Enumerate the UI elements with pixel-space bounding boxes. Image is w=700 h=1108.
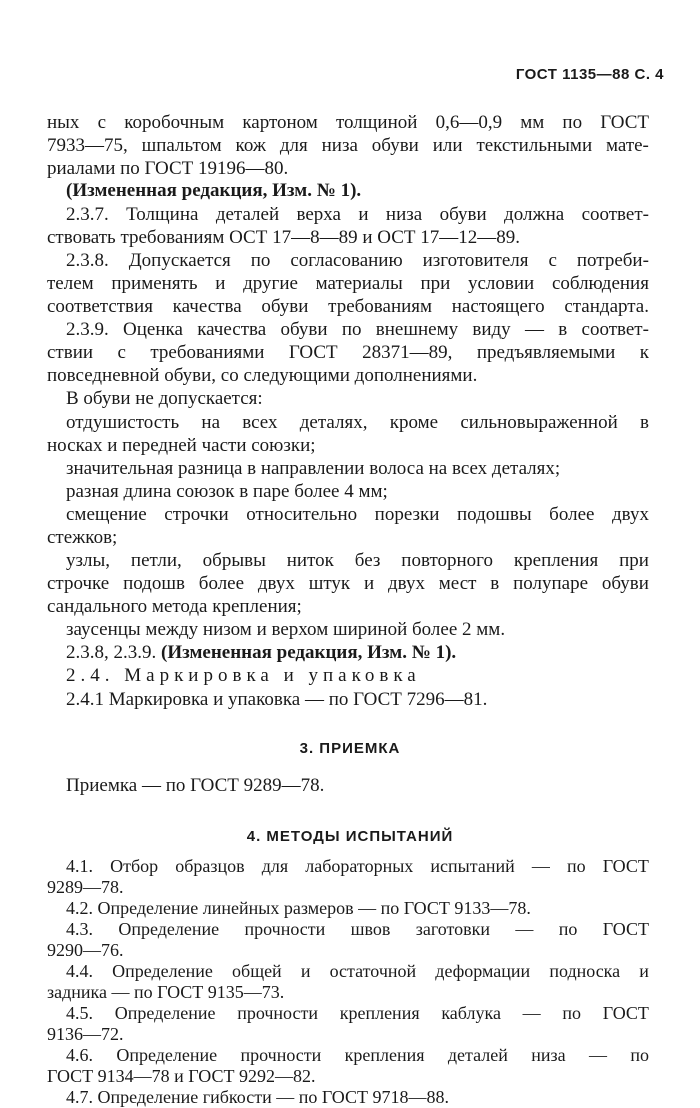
- list-item: значительная разница в направлении волоса на всех деталях;: [66, 458, 561, 479]
- page-header: ГОСТ 1135—88 С. 4: [515, 66, 664, 83]
- text-line: [47, 295, 649, 319]
- text-line: [66, 318, 649, 342]
- word: швов: [350, 919, 391, 939]
- text-line: [47, 272, 649, 296]
- word: потреби-: [576, 250, 649, 271]
- word: —: [515, 919, 534, 939]
- word: или: [432, 135, 463, 156]
- word: соблюдения: [551, 273, 649, 294]
- word: условии: [468, 273, 535, 294]
- word: Определение: [118, 919, 220, 939]
- word: другие: [243, 273, 298, 294]
- word: настоящего: [451, 296, 545, 317]
- word: заготовки: [415, 919, 491, 939]
- word: остаточной: [329, 961, 417, 981]
- word: двух: [611, 504, 649, 525]
- word: подошв: [123, 573, 185, 594]
- word: кож: [235, 135, 266, 156]
- word: обуви: [601, 573, 649, 594]
- word: низа: [531, 1045, 566, 1065]
- text-line: повседневной обуви, со следующими дополнениями.: [47, 365, 478, 386]
- word: образцов: [175, 856, 245, 876]
- word: шпальтом: [141, 135, 222, 156]
- text-line: 9136—72.: [47, 1024, 124, 1044]
- word: обуви: [280, 319, 328, 340]
- word: мест: [438, 573, 477, 594]
- word: качества: [197, 319, 267, 340]
- word: с: [548, 250, 557, 271]
- word: обуви: [261, 296, 309, 317]
- text-line: 2.4.1 Маркировка и упаковка — по ГОСТ 7296—81.: [66, 689, 488, 710]
- word: прочности: [244, 919, 326, 939]
- word: лабораторных: [305, 856, 414, 876]
- text-line: [66, 249, 649, 273]
- word: применять: [111, 273, 198, 294]
- word: отдушистость: [66, 412, 180, 433]
- word: обуви: [439, 204, 487, 225]
- word: штук: [308, 573, 351, 594]
- word: по: [341, 319, 362, 340]
- word: деформации: [435, 961, 531, 981]
- word: ГОСТ: [602, 1003, 649, 1023]
- word: деталей: [215, 204, 280, 225]
- list-item: сандального метода крепления;: [47, 596, 302, 617]
- word: мате-: [605, 135, 649, 156]
- word: требованиями: [150, 342, 265, 363]
- list-item: [47, 572, 649, 596]
- word: картоном: [242, 112, 318, 133]
- word: с: [97, 112, 107, 133]
- text-line: ГОСТ 9134—78 и ГОСТ 9292—82.: [47, 1066, 316, 1086]
- word: крепления: [513, 550, 599, 571]
- word: двух: [387, 573, 425, 594]
- list-item: заусенцы между низом и верхом шириной более 2 мм.: [66, 619, 506, 640]
- word: стандарта.: [564, 296, 649, 317]
- word: к: [639, 342, 649, 363]
- word: деталей: [447, 1045, 508, 1065]
- text-line: [47, 111, 649, 135]
- word: Определение: [112, 961, 213, 981]
- word: смещение: [66, 504, 147, 525]
- word: строчки: [164, 504, 229, 525]
- word: ных: [47, 112, 80, 133]
- list-item: стежков;: [47, 527, 118, 548]
- word: петли,: [130, 550, 182, 571]
- word: Определение: [116, 1045, 218, 1065]
- word: 4.3.: [66, 919, 93, 939]
- word: требованиям: [328, 296, 433, 317]
- amendment-note: [66, 641, 456, 665]
- text-line: 9290—76.: [47, 940, 124, 960]
- subsection-title: 2.4. Маркировка и упаковка: [66, 665, 421, 686]
- word: телем: [47, 273, 94, 294]
- list-item: [66, 503, 649, 527]
- word: для: [261, 856, 289, 876]
- amendment-refs: 2.3.8, 2.3.9.: [66, 642, 157, 663]
- text-line: 4.7. Определение гибкости — по ГОСТ 9718—88.: [66, 1087, 450, 1107]
- word: прочности: [237, 1003, 318, 1023]
- word: по: [562, 112, 583, 133]
- word: в: [558, 319, 568, 340]
- word: более: [549, 504, 595, 525]
- text-line: [66, 856, 649, 877]
- word: по: [566, 856, 586, 876]
- word: деталях,: [299, 412, 368, 433]
- word: Оценка: [123, 319, 183, 340]
- word: порезки: [374, 504, 440, 525]
- word: крепления: [339, 1003, 420, 1023]
- word: 4.6.: [66, 1045, 93, 1065]
- word: кроме: [389, 412, 439, 433]
- text-line: задника — по ГОСТ 9135—73.: [47, 982, 285, 1002]
- text-line: [66, 203, 649, 227]
- text-line: ствовать требованиям ОСТ 17—8—89 и ОСТ 17—12—89.: [47, 227, 520, 248]
- word: по: [558, 919, 578, 939]
- word: —: [524, 319, 544, 340]
- word: и: [363, 573, 375, 594]
- section-title-test-methods: 4. МЕТОДЫ ИСПЫТАНИЙ: [246, 828, 454, 845]
- text-line: [47, 134, 649, 158]
- word: ГОСТ: [602, 856, 649, 876]
- word: обуви: [371, 135, 419, 156]
- word: всех: [242, 412, 278, 433]
- word: ГОСТ: [600, 112, 649, 133]
- text-line: [66, 919, 649, 940]
- word: подошвы: [456, 504, 532, 525]
- word: толщиной: [335, 112, 418, 133]
- word: без: [354, 550, 381, 571]
- word: 4.1.: [66, 856, 93, 876]
- word: общей: [232, 961, 282, 981]
- word: 0,6—0,9: [435, 112, 503, 133]
- word: повторного: [401, 550, 493, 571]
- list-item: разная длина союзок в паре более 4 мм;: [66, 481, 388, 502]
- word: Толщина: [126, 204, 199, 225]
- word: полупаре: [513, 573, 589, 594]
- word: по: [630, 1045, 649, 1065]
- word: низа: [385, 204, 423, 225]
- text-line: [66, 1045, 649, 1066]
- list-item: [66, 549, 649, 573]
- word: в: [640, 412, 649, 433]
- amendment-text: (Измененная редакция, Изм. № 1).: [161, 642, 457, 663]
- text-line: риалами по ГОСТ 19196—80.: [47, 158, 289, 179]
- word: 2.3.7.: [66, 204, 109, 225]
- word: ниток: [286, 550, 334, 571]
- word: виду: [472, 319, 511, 340]
- word: ГОСТ: [602, 919, 649, 939]
- word: крепления: [344, 1045, 425, 1065]
- word: соответствия: [47, 296, 153, 317]
- text-line: [66, 1003, 649, 1024]
- word: сильновыраженной: [460, 412, 618, 433]
- word: верха: [296, 204, 341, 225]
- word: Отбор: [110, 856, 159, 876]
- word: и: [300, 961, 311, 981]
- word: и: [358, 204, 369, 225]
- text-line: Приемка — по ГОСТ 9289—78.: [66, 775, 325, 796]
- word: узлы,: [66, 550, 111, 571]
- word: и: [639, 961, 649, 981]
- text-line: [47, 341, 649, 365]
- word: мм: [520, 112, 545, 133]
- word: изготовителя: [422, 250, 529, 271]
- word: для: [279, 135, 308, 156]
- word: 7933—75,: [47, 135, 128, 156]
- word: по: [250, 250, 271, 271]
- word: по: [562, 1003, 582, 1023]
- text-line: [66, 961, 649, 982]
- word: соответ-: [581, 319, 649, 340]
- word: низа: [321, 135, 358, 156]
- word: коробочным: [124, 112, 225, 133]
- section-title-acceptance: 3. ПРИЕМКА: [299, 740, 401, 757]
- word: при: [619, 550, 649, 571]
- word: ГОСТ: [288, 342, 338, 363]
- word: относительно: [246, 504, 358, 525]
- word: качества: [172, 296, 242, 317]
- word: ствии: [47, 342, 94, 363]
- word: с: [117, 342, 126, 363]
- word: 2.3.9.: [66, 319, 109, 340]
- text-line: 4.2. Определение линейных размеров — по ГОСТ 9133—78.: [66, 898, 531, 918]
- word: 28371—89,: [362, 342, 453, 363]
- word: на: [201, 412, 221, 433]
- word: в: [490, 573, 500, 594]
- word: текстильными: [476, 135, 593, 156]
- word: подноска: [549, 961, 621, 981]
- word: соответ-: [581, 204, 649, 225]
- word: более: [198, 573, 245, 594]
- amendment-note: (Измененная редакция, Изм. № 1).: [66, 180, 362, 201]
- word: Допускается: [128, 250, 231, 271]
- word: —: [588, 1045, 607, 1065]
- word: испытаний: [430, 856, 515, 876]
- word: прочности: [240, 1045, 322, 1065]
- list-item: носках и передней части союзки;: [47, 435, 316, 456]
- word: 4.5.: [66, 1003, 93, 1023]
- word: согласованию: [290, 250, 403, 271]
- word: предъявляемыми: [476, 342, 616, 363]
- word: обрывы: [202, 550, 266, 571]
- word: —: [531, 856, 550, 876]
- word: должна: [504, 204, 565, 225]
- word: —: [522, 1003, 541, 1023]
- text-line: 9289—78.: [47, 877, 124, 897]
- word: двух: [257, 573, 295, 594]
- word: Определение: [114, 1003, 216, 1023]
- word: при: [420, 273, 451, 294]
- word: строчке: [47, 573, 110, 594]
- word: материалы: [315, 273, 403, 294]
- text-line: В обуви не допускается:: [66, 388, 263, 409]
- word: 4.4.: [66, 961, 93, 981]
- list-item: [66, 411, 649, 435]
- word: 2.3.8.: [66, 250, 109, 271]
- word: каблука: [441, 1003, 501, 1023]
- word: и: [215, 273, 226, 294]
- word: внешнему: [375, 319, 459, 340]
